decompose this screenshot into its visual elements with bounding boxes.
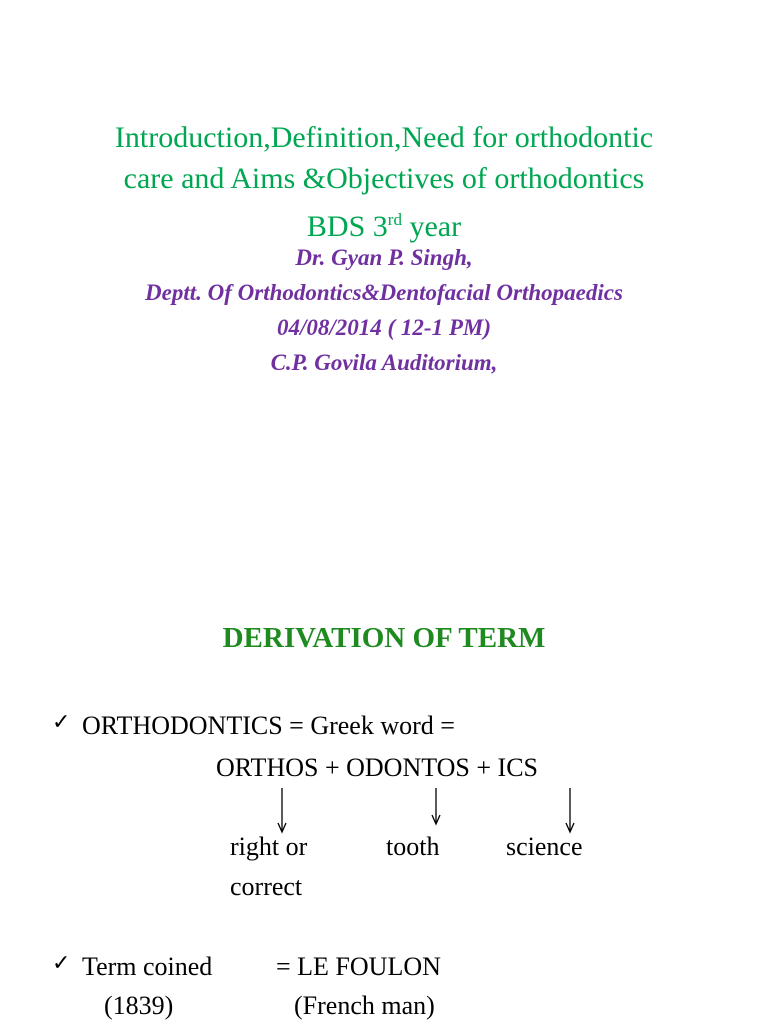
title-line-3-prefix: BDS 3 [306,210,388,243]
coiner-nationality: (French man) [294,991,435,1020]
bullet-orthodontics: ORTHODONTICS = Greek word = [82,711,455,740]
presentation-title [0,117,768,247]
meaning-orthos-1: right or [230,832,308,861]
meaning-ics: science [506,832,583,861]
presenter-info [0,240,768,380]
slide-heading: DERIVATION OF TERM [222,622,546,654]
title-line-1: Introduction,Definition,Need for orthodontic [114,121,654,154]
meaning-orthos-2: correct [230,872,303,901]
presenter-name: Dr. Gyan P. Singh, [295,245,473,270]
down-arrow-icon [428,788,444,826]
check-icon: ✓ [52,710,71,735]
term-coined-label: Term coined [82,952,213,981]
title-line-2: care and Aims &Objectives of orthodontics [123,162,645,195]
check-icon: ✓ [52,951,71,976]
term-coined-value: = LE FOULON [276,952,441,981]
coined-year: (1839) [104,991,174,1020]
department: Deptt. Of Orthodontics&Dentofacial Orthopaedics [145,280,623,305]
meaning-odontos: tooth [386,832,440,861]
venue: C.P. Govila Auditorium, [270,350,498,375]
formula-line: ORTHOS + ODONTOS + ICS [216,753,538,782]
down-arrow-icon [274,788,290,834]
date-time: 04/08/2014 ( 12-1 PM) [276,315,491,340]
derivation-slide [0,560,768,1024]
title-line-3-sup: rd [387,210,402,229]
down-arrow-icon [562,788,578,834]
title-line-3-suffix: year [401,210,462,243]
